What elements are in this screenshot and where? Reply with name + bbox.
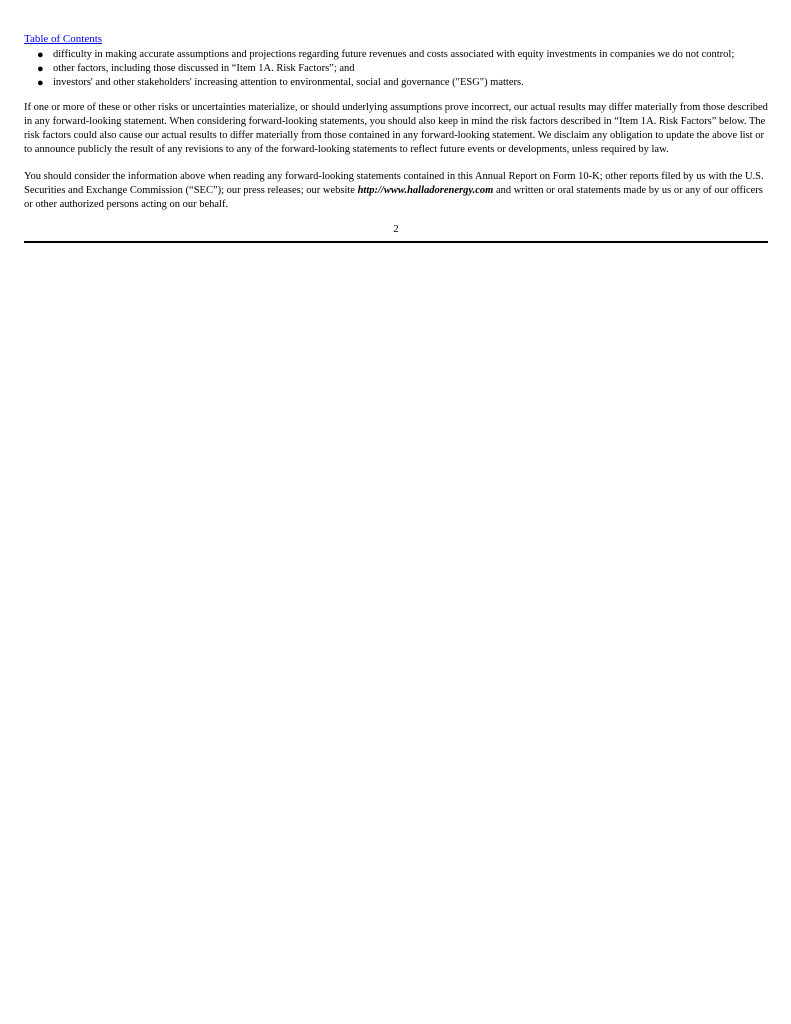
bullet-text: investors' and other stakeholders' increasing attention to environmental, social and governance ("ESG") matters. xyxy=(53,77,524,88)
document-page xyxy=(24,29,768,243)
company-website: http://www.halladorenergy.com xyxy=(357,185,494,196)
bullet-text: other factors, including those discussed in “Item 1A. Risk Factors”; and xyxy=(53,63,355,74)
information-text-after: and written or oral statements made by us or any of our officers or other authorized persons acting on our behalf. xyxy=(24,185,763,210)
page-number: 2 xyxy=(393,223,399,235)
information-text-before: You should consider the information above when reading any forward-looking statements contained in this Annual Report on Form 10-K; other reports filed by us with the U.S. Securities and Exchange Commission (“SEC”); our press releases; our website xyxy=(24,171,764,196)
list-item xyxy=(24,62,768,76)
information-paragraph xyxy=(24,170,768,212)
bullet-icon: ● xyxy=(37,49,44,61)
bullet-icon: ● xyxy=(37,77,44,89)
list-item xyxy=(24,48,768,62)
bullet-icon: ● xyxy=(37,63,44,75)
table-of-contents-link[interactable]: Table of Contents xyxy=(24,33,103,45)
risk-disclaimer-paragraph: If one or more of these or other risks or uncertainties materialize, or should underlying assumptions prove incorrect, our actual results may differ materially from those described in any forward-looking statement. When considering forward-looking statements, you should also keep in mind the risk factors described in “Item 1A. Risk Factors” below. The risk factors could also cause our actual results to differ materially from those contained in any forward-looking statement. We disclaim any obligation to update the above list or to announce publicly the result of any revisions to any of the forward-looking statements to reflect future events or developments, unless required by law. xyxy=(24,102,768,155)
page-divider xyxy=(24,241,768,243)
risk-bullet-list xyxy=(24,48,768,90)
bullet-text: difficulty in making accurate assumptions and projections regarding future revenues and costs associated with equity investments in companies we do not control; xyxy=(53,49,735,60)
list-item xyxy=(24,76,768,90)
